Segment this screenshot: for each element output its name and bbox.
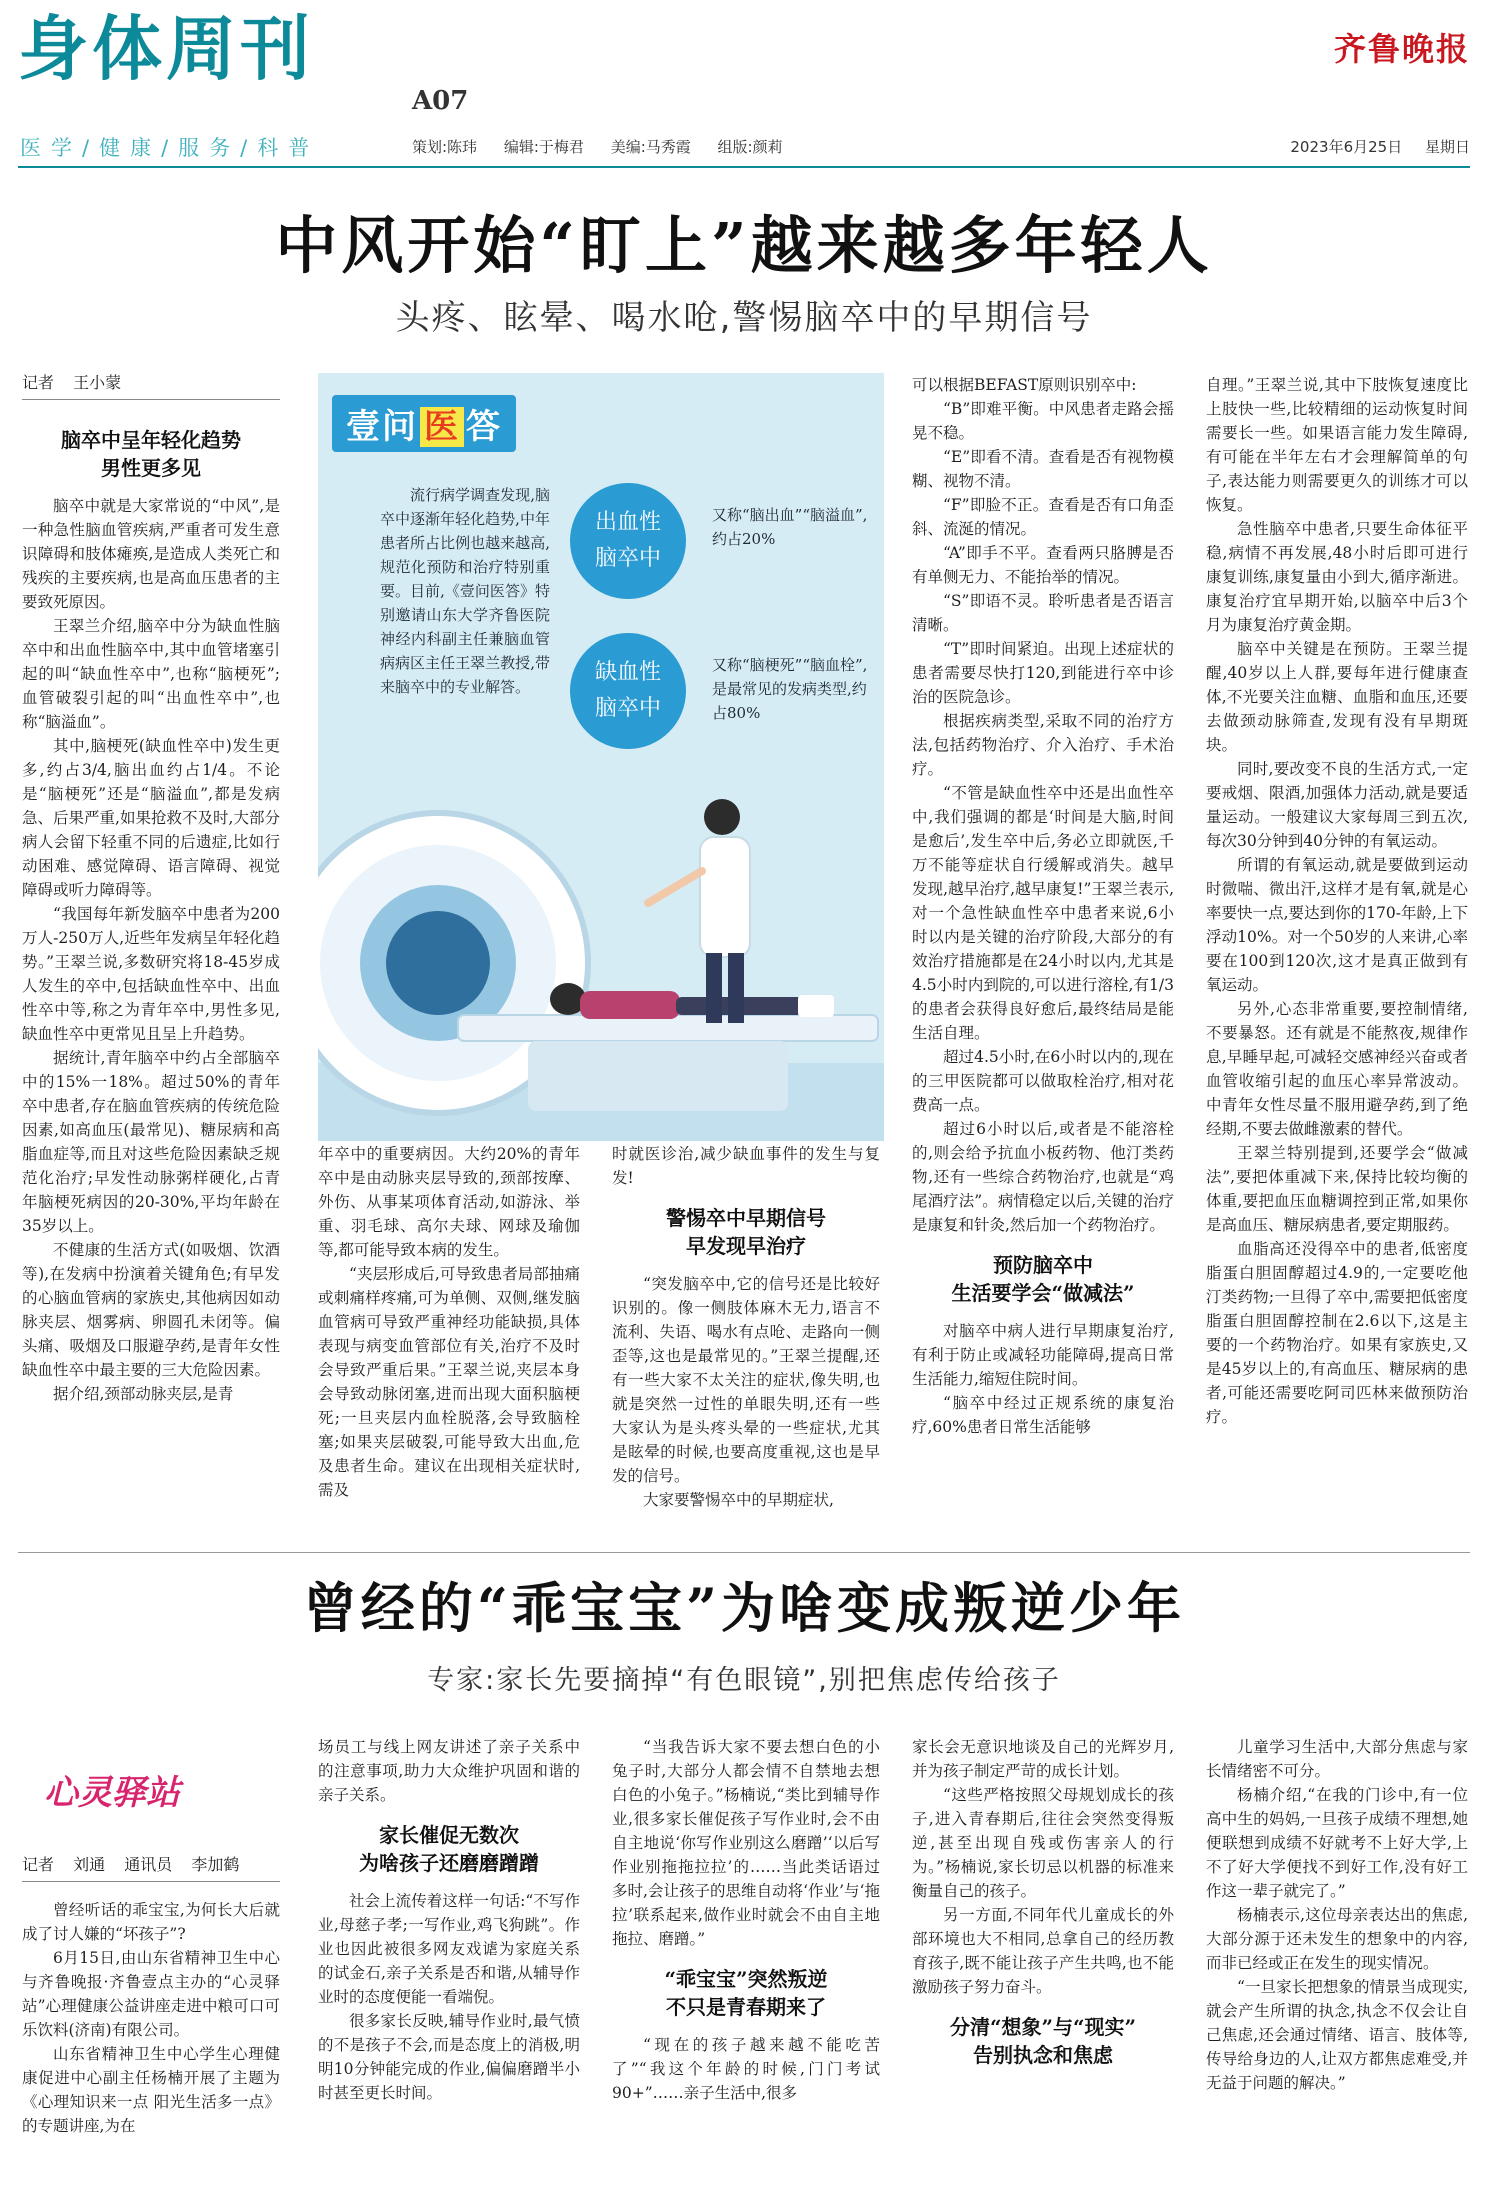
paragraph: 场员工与线上网友讲述了亲子关系中的注意事项,助力大众维护巩固和谐的亲子关系。 xyxy=(318,1738,580,1804)
paragraph: 家长会无意识地谈及自己的光辉岁月,并为孩子制定严苛的成长计划。 xyxy=(912,1738,1174,1780)
section-heading-line: 家长催促无数次 xyxy=(379,1823,519,1847)
paragraph: “不管是缺血性卒中还是出血性卒中,我们强调的都是‘时间是大脑,时间是愈后’,发生卒中后,务必立即就医,千万不能等症状自行缓解或消失。越早发现,越早治疗,越早康复!”王翠兰表示,对一个急性缺血性卒中患者来说,6小时以内是关键的治疗阶段,大部分的有效治疗措施都是在24小时以内,尤其是4.5小时内到院的,可以进行溶栓,有1/3的患者会获得良好愈后,最终结局是能生活自理。 xyxy=(912,784,1174,1042)
paragraph: 所谓的有氧运动,就是要做到运动时微喘、微出汗,这样才是有氧,就是心率要快一点,要达到你的170-年龄,上下浮动10%。对一个50岁的人来讲,心率要在100到120次,这才是真正做到有氧运动。 xyxy=(1206,856,1468,994)
paragraph: 大家要警惕卒中的早期症状, xyxy=(643,1491,834,1509)
qa-title-part: 壹问 xyxy=(346,407,418,447)
article2-section-heading-2 xyxy=(612,1965,880,2021)
byline-correspondent-name: 李加鹤 xyxy=(191,1855,240,1874)
paragraph: “当我告诉大家不要去想白色的小兔子时,大部分人都会情不自禁地去想白色的小兔子。”杨楠说,“类比到辅导作业,很多家长催促孩子写作业时,会不由自主地说‘你写作业别这么磨蹭’‘以后写作业别拖拖拉拉’的……当此类话语过多时,会让孩子的思维自动将‘作业’与‘拖拉’联系起来,做作业时就会不由自主地拖拉、磨蹭。” xyxy=(612,1738,880,1948)
qa-infographic xyxy=(318,373,884,1141)
byline-name: 王小蒙 xyxy=(73,373,122,392)
paragraph: 脑卒中就是大家常说的“中风”,是一种急性脑血管疾病,严重者可发生意识障碍和肢体瘫痪,是造成人类死亡和残疾的主要疾病,也是高血压患者的主要致死原因。 xyxy=(22,497,280,611)
qa-title-part: 答 xyxy=(466,407,502,447)
article1-section-heading-2 xyxy=(612,1204,880,1260)
paragraph: 年卒中的重要病因。大约20%的青年卒中是由动脉夹层导致的,颈部按摩、外伤、从事某项体育活动,如游泳、举重、羽毛球、高尔夫球、网球及瑜伽等,都可能导致本病的发生。 xyxy=(318,1145,580,1259)
article2-headline: 曾经的“乖宝宝”为啥变成叛逆少年 xyxy=(302,1576,1186,1640)
paragraph: 时就医诊治,减少缺血事件的发生与复发! xyxy=(612,1145,880,1187)
paragraph: “S”即语不灵。聆听患者是否语言清晰。 xyxy=(912,592,1174,634)
paragraph: “夹层形成后,可导致患者局部抽痛或刺痛样疼痛,可为单侧、双侧,继发脑血管病可导致严重神经功能缺损,具体表现与病变血管部位有关,治疗不及时会导致严重后果。”王翠兰说,夹层本身会导致动脉闭塞,进而出现大面积脑梗死;一旦夹层内血栓脱落,会导致脑栓塞;如果夹层破裂,可能导致大出血,危及患者生命。建议在出现相关症状时,需及 xyxy=(318,1265,580,1499)
qa-intro-text: 流行病学调查发现,脑卒中逐渐年轻化趋势,中年患者所占比例也越来越高,规范化预防和治疗特别重要。目前,《壹问医答》特别邀请山东大学齐鲁医院神经内科副主任兼脑血管病病区主任王翠兰教授,带来脑卒中的专业解答。 xyxy=(380,486,550,696)
article2-byline xyxy=(22,1852,280,1882)
paragraph: “E”即看不清。查看是否有视物模糊、视物不清。 xyxy=(912,448,1174,490)
paragraph: “我国每年新发脑卒中患者为200万人-250万人,近些年发病呈年轻化趋势。”王翠兰说,多数研究将18-45岁成人发生的卒中,包括缺血性卒中、出血性卒中等,称之为青年卒中,男性多见,缺血性卒中更常见且呈上升趋势。 xyxy=(22,905,280,1043)
article1-byline xyxy=(22,370,280,400)
paragraph: “这些严格按照父母规划成长的孩子,进入青春期后,往往会突然变得叛逆,甚至出现自残或伤害亲人的行为。”杨楠说,家长切忌以机器的标准来衡量自己的孩子。 xyxy=(912,1786,1174,1900)
paragraph: “脑卒中经过正规系统的康复治疗,60%患者日常生活能够 xyxy=(912,1394,1174,1436)
article1-section-heading-3 xyxy=(912,1251,1174,1307)
paragraph: 据统计,青年脑卒中约占全部脑卒中的15%一18%。超过50%的青年卒中患者,存在脑血管疾病的传统危险因素,如高血压(最常见)、糖尿病和高脂血症等,而且对这些危险因素缺乏规范化治疗;早发性动脉粥样硬化,占青年脑梗死病因的20-30%,平均年龄在35岁以上。 xyxy=(22,1049,280,1235)
hemorrhagic-stroke-note: 又称“脑出血”“脑溢血”,约占20% xyxy=(712,506,868,548)
paragraph: 儿童学习生活中,大部分焦虑与家长情绪密不可分。 xyxy=(1206,1738,1468,1780)
newspaper-logo: 齐鲁晚报 xyxy=(1333,30,1470,68)
article-divider xyxy=(18,1552,1470,1553)
section-heading-line: 预防脑卒中 xyxy=(993,1253,1093,1277)
section-heading-line: 不只是青春期来了 xyxy=(666,1995,826,2019)
qa-intro xyxy=(380,483,550,699)
date-text: 2023年6月25日 xyxy=(1290,138,1403,156)
qa-title-highlight: 医 xyxy=(420,407,464,447)
paragraph: 其中,脑梗死(缺血性卒中)发生更多,约占3/4,脑出血约占1/4。不论是“脑梗死”还是“脑溢血”,都是发病急、后果严重,如果抢救不及时,大部分病人会留下轻重不同的后遗症,比如行动困难、感觉障碍、语言障碍、视觉障碍或听力障碍等。 xyxy=(22,737,280,899)
paragraph: 超过4.5小时,在6小时以内的,现在的三甲医院都可以做取栓治疗,相对花费高一点。 xyxy=(912,1048,1174,1114)
paragraph: 超过6小时以后,或者是不能溶栓的,则会给予抗血小板药物、他汀类药物,还有一些综合药物治疗,也就是“鸡尾酒疗法”。病情稳定以后,关键的治疗是康复和针灸,然后加一个药物治疗。 xyxy=(912,1120,1174,1234)
paragraph: “突发脑卒中,它的信号还是比较好识别的。像一侧肢体麻木无力,语言不流利、失语、喝水有点呛、走路向一侧歪等,这也是最常见的。”王翠兰提醒,还有一些大家不太关注的症状,像失明,也就是突然一过性的单眼失明,还有一些大家认为是头疼头晕的一些症状,尤其是眩晕的时候,也要高度重视,这也是早发的信号。 xyxy=(612,1275,880,1485)
article1-subhead: 头疼、眩晕、喝水呛,警惕脑卒中的早期信号 xyxy=(395,298,1093,338)
paragraph: 很多家长反映,辅导作业时,最气愤的不是孩子不会,而是态度上的消极,明明10分钟能完成的作业,偏偏磨蹭半小时甚至更长时间。 xyxy=(318,2012,580,2102)
ischemic-stroke-bubble xyxy=(570,633,686,749)
paragraph: “T”即时间紧迫。出现上述症状的患者需要尽快打120,到能进行卒中诊治的医院急诊。 xyxy=(912,640,1174,706)
paragraph: “A”即手不平。查看两只胳膊是否有单侧无力、不能抬举的情况。 xyxy=(912,544,1174,586)
credit-layout: 组版:颜莉 xyxy=(717,138,783,156)
article2-section-heading-1 xyxy=(318,1821,580,1877)
paragraph: “现在的孩子越来越不能吃苦了”“我这个年龄的时候,门门考试90+”……亲子生活中,很多 xyxy=(612,2036,880,2102)
byline-reporter-name: 刘通 xyxy=(73,1855,106,1874)
editor-credits xyxy=(412,136,805,157)
paragraph: 王翠兰介绍,脑卒中分为缺血性脑卒中和出血性脑卒中,其中血管堵塞引起的叫“缺血性卒中”,也称“脑梗死”;血管破裂引起的叫“出血性卒中”,也称“脑溢血”。 xyxy=(22,617,280,731)
paragraph: 山东省精神卫生中心学生心理健康促进中心副主任杨楠开展了主题为《心理知识来一点 阳光生活多一点》的专题讲座,为在 xyxy=(22,2045,280,2135)
section-heading-line: 男性更多见 xyxy=(101,456,201,480)
weekday-text: 星期日 xyxy=(1424,138,1470,156)
byline-reporter-label: 记者 xyxy=(22,1855,55,1874)
article2-column-3 xyxy=(612,1735,880,2105)
paragraph: 自理。”王翠兰说,其中下肢恢复速度比上肢快一些,比较精细的运动恢复时间需要长一些。如果语言能力发生障碍,有可能在半年左右才会理解简单的句子,表达能力则需要更久的训练才可以恢复。 xyxy=(1206,376,1468,514)
paragraph: 另外,心态非常重要,要控制情绪,不要暴怒。还有就是不能熬夜,规律作息,早睡早起,可减轻交感神经兴奋或者血管收缩引起的血压心率异常波动。中青年女性尽量不服用避孕药,到了绝经期,不要去做雌激素的替代。 xyxy=(1206,1000,1468,1138)
paragraph: “F”即脸不正。查看是否有口角歪斜、流涎的情况。 xyxy=(912,496,1174,538)
article1-column-3 xyxy=(612,1142,880,1512)
column-logo: 心灵驿站 xyxy=(44,1773,180,1813)
section-heading-line: “乖宝宝”突然叛逆 xyxy=(664,1967,828,1991)
paragraph: 6月15日,由山东省精神卫生中心与齐鲁晚报·齐鲁壹点主办的“心灵驿站”心理健康公益讲座走进中粮可口可乐饮料(济南)有限公司。 xyxy=(22,1949,280,2039)
section-heading-line: 脑卒中呈年轻化趋势 xyxy=(61,428,241,452)
paragraph: 对脑卒中病人进行早期康复治疗,有利于防止或减轻功能障碍,提高日常生活能力,缩短住院时间。 xyxy=(912,1322,1174,1388)
article2-column-2 xyxy=(318,1735,580,2105)
paragraph: “B”即难平衡。中风患者走路会摇晃不稳。 xyxy=(912,400,1174,442)
paragraph: 王翠兰特别提到,还要学会“做减法”,要把体重减下来,保持比较均衡的体重,要把血压血糖调控到正常,如果你是高血压、糖尿病患者,要定期服药。 xyxy=(1206,1144,1468,1234)
bubble-label: 脑卒中 xyxy=(594,546,661,571)
article1-headline: 中风开始“盯上”越来越多年轻人 xyxy=(275,209,1213,282)
bubble-label: 脑卒中 xyxy=(594,696,661,721)
byline-label: 记者 xyxy=(22,373,55,392)
qa-column-title xyxy=(332,395,516,452)
paragraph: 同时,要改变不良的生活方式,一定要戒烟、限酒,加强体力活动,就是要适量运动。一般建议大家每周三到五次,每次30分钟到40分钟的有氧运动。 xyxy=(1206,760,1468,850)
article1-column-5 xyxy=(1206,373,1468,1429)
hemorrhagic-stroke-bubble xyxy=(570,483,686,599)
paragraph: 不健康的生活方式(如吸烟、饮酒等),在发病中扮演着关键角色;有早发的心脑血管病的家族史,其他病因如动脉夹层、烟雾病、卵圆孔未闭等。偏头痛、吸烟及口服避孕药,是青年女性缺血性卒中最主要的三大危险因素。 xyxy=(22,1241,280,1379)
ischemic-stroke-note: 又称“脑梗死”“脑血栓”,是最常见的发病类型,约占80% xyxy=(712,656,868,722)
article1-column-4 xyxy=(912,373,1174,1439)
article2-column-4 xyxy=(912,1735,1174,2081)
section-heading-line: 生活要学会“做减法” xyxy=(951,1281,1135,1305)
article2-column-5 xyxy=(1206,1735,1468,2095)
page-number: A07 xyxy=(412,86,469,116)
section-heading-line: 为啥孩子还磨磨蹭蹭 xyxy=(359,1851,539,1875)
paragraph: 可以根据BEFAST原则识别卒中: xyxy=(912,376,1137,394)
credit-designer: 美编:马秀霞 xyxy=(610,138,691,156)
paragraph: 社会上流传着这样一句话:“不写作业,母慈子孝;一写作业,鸡飞狗跳”。作业也因此被很多网友戏谑为家庭关系的试金石,亲子关系是否和谐,从辅导作业时的态度便能一看端倪。 xyxy=(318,1892,580,2006)
paragraph: 另一方面,不同年代儿童成长的外部环境也大不相同,总拿自己的经历教育孩子,既不能让孩子产生共鸣,也不能激励孩子努力奋斗。 xyxy=(912,1906,1174,1996)
article2-column-1 xyxy=(22,1898,280,2138)
article1-column-1 xyxy=(22,412,280,1406)
section-title: 身体周刊 xyxy=(18,8,314,90)
section-heading-line: 警惕卒中早期信号 xyxy=(666,1206,826,1230)
article1-section-heading-1 xyxy=(22,426,280,482)
bubble-label: 出血性 xyxy=(594,510,661,535)
article1-column-2 xyxy=(318,1142,580,1502)
bubble-label: 缺血性 xyxy=(594,660,661,685)
credit-editor: 编辑:于梅君 xyxy=(503,138,584,156)
paragraph: 脑卒中关键是在预防。王翠兰提醒,40岁以上人群,要每年进行健康查体,不光要关注血糖、血脂和血压,还要去做颈动脉筛查,发现有没有早期斑块。 xyxy=(1206,640,1468,754)
paragraph: 根据疾病类型,采取不同的治疗方法,包括药物治疗、介入治疗、手术治疗。 xyxy=(912,712,1174,778)
section-slogan: 医学/健康/服务/科普 xyxy=(20,136,320,160)
article2-subhead: 专家:家长先要摘掉“有色眼镜”,别把焦虑传给孩子 xyxy=(427,1665,1061,1696)
issue-date xyxy=(1272,136,1470,157)
paragraph: 曾经听话的乖宝宝,为何长大后就成了讨人嫌的“坏孩子”? xyxy=(22,1901,280,1943)
paragraph: 据介绍,颈部动脉夹层,是青 xyxy=(53,1385,234,1403)
paragraph: “一旦家长把想象的情景当成现实,就会产生所谓的执念,执念不仅会让自己焦虑,还会通过情绪、语言、肢体等,传导给身边的人,让双方都焦虑难受,并无益于问题的解决。” xyxy=(1206,1978,1468,2092)
paragraph: 杨楠表示,这位母亲表达出的焦虑,大部分源于还未发生的想象中的内容,而非已经或正在发生的现实情况。 xyxy=(1206,1906,1468,1972)
credit-planner: 策划:陈玮 xyxy=(412,138,478,156)
paragraph: 血脂高还没得卒中的患者,低密度脂蛋白胆固醇超过4.9的,一定要吃他汀类药物;一旦得了卒中,需要把低密度脂蛋白胆固醇控制在2.6以下,这是主要的一个药物治疗。如果有家族史,又是45岁以上的,有高血压、糖尿病的患者,可能还需要吃阿司匹林来做预防治疗。 xyxy=(1206,1240,1468,1426)
paragraph: 杨楠介绍,“在我的门诊中,有一位高中生的妈妈,一旦孩子成绩不理想,她便联想到成绩不好就考不上好大学,上不了好大学便找不到好工作,没有好工作这一辈子就完了。” xyxy=(1206,1786,1468,1900)
masthead-divider xyxy=(18,166,1470,168)
section-heading-line: 告别执念和焦虑 xyxy=(973,2043,1113,2067)
byline-correspondent-label: 通讯员 xyxy=(124,1855,173,1874)
article2-section-heading-3 xyxy=(912,2013,1174,2069)
paragraph: 急性脑卒中患者,只要生命体征平稳,病情不再发展,48小时后即可进行康复训练,康复量由小到大,循序渐进。康复治疗宜早期开始,以脑卒中后3个月为康复治疗黄金期。 xyxy=(1206,520,1468,634)
section-heading-line: 早发现早治疗 xyxy=(686,1234,806,1258)
ct-scan-illustration xyxy=(318,783,884,1141)
section-heading-line: 分清“想象”与“现实” xyxy=(949,2015,1136,2039)
